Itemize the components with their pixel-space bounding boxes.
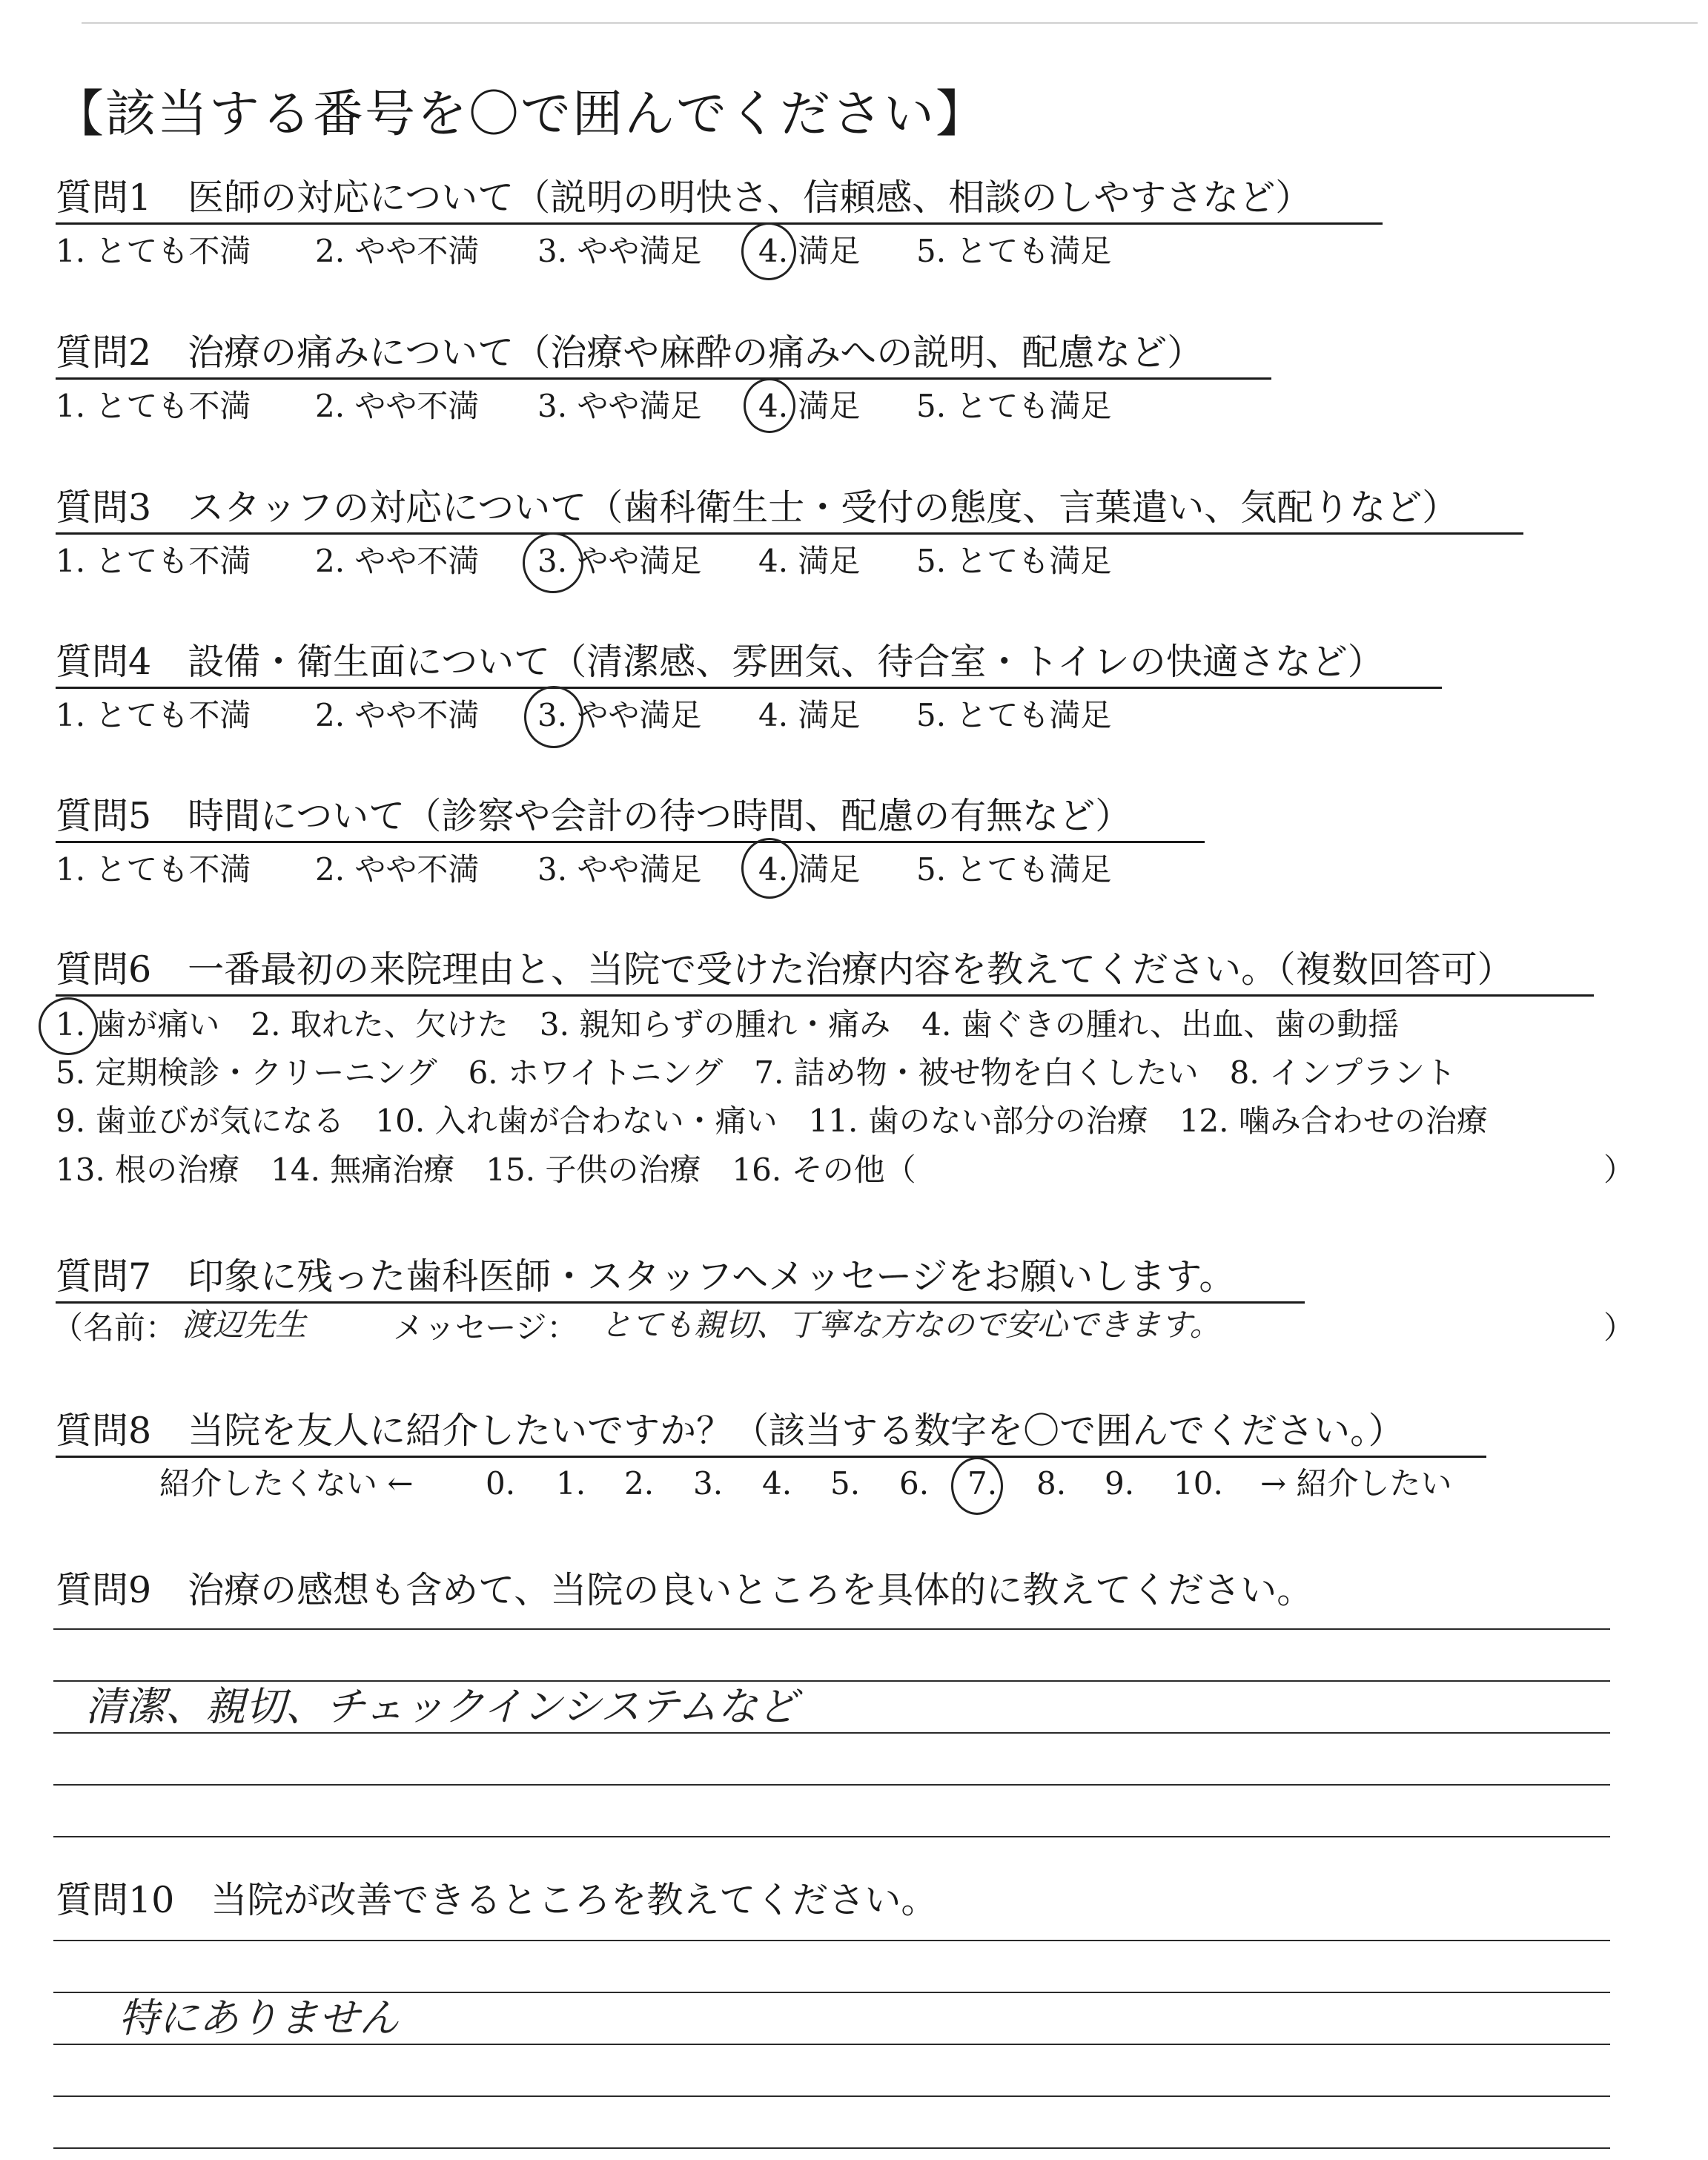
q5-option-4[interactable]: 4. 満足 bbox=[758, 851, 861, 888]
q7-message-label: メッセージ： bbox=[393, 1309, 578, 1346]
q1-title: 質問1 医師の対応について（説明の明快さ、信頼感、相談のしやすさなど） bbox=[56, 176, 1312, 219]
q1-option-5[interactable]: 5. とても満足 bbox=[916, 233, 1112, 269]
q8-underline bbox=[56, 1456, 1486, 1458]
q8-scale-8[interactable]: 8. bbox=[1036, 1465, 1067, 1502]
q10-answer-handwritten[interactable]: 特にありません bbox=[119, 1995, 399, 2041]
q3-option-2[interactable]: 2. やや不満 bbox=[315, 543, 480, 579]
q3-option-5[interactable]: 5. とても満足 bbox=[916, 543, 1112, 579]
q10-answer-line-5 bbox=[53, 2147, 1610, 2149]
q2-option-4[interactable]: 4. 満足 bbox=[758, 388, 861, 424]
q9-title: 質問9 治療の感想も含めて、当院の良いところを具体的に教えてください。 bbox=[56, 1569, 1314, 1611]
q8-left-label: 紹介したくない ← bbox=[159, 1465, 414, 1502]
q6-options-row-4[interactable]: 13. 根の治療 14. 無痛治療 15. 子供の治療 16. その他（ bbox=[56, 1152, 916, 1188]
q9-answer-handwritten[interactable]: 清潔、親切、チェックインシステムなど bbox=[85, 1683, 798, 1730]
q4-selected-circle bbox=[524, 686, 583, 748]
q8-right-label: → 紹介したい bbox=[1260, 1465, 1452, 1502]
q8-scale-6[interactable]: 6. bbox=[899, 1465, 930, 1502]
q4-option-2[interactable]: 2. やや不満 bbox=[315, 697, 480, 733]
q5-option-1[interactable]: 1. とても不満 bbox=[56, 851, 251, 888]
q8-scale-10[interactable]: 10. bbox=[1174, 1465, 1223, 1502]
q3-option-3[interactable]: 3. やや満足 bbox=[537, 543, 702, 579]
q5-selected-circle bbox=[741, 838, 798, 899]
q1-selected-circle bbox=[741, 222, 796, 280]
q8-scale-2[interactable]: 2. bbox=[624, 1465, 655, 1502]
q10-answer-line-2 bbox=[53, 1992, 1610, 1993]
q4-option-5[interactable]: 5. とても満足 bbox=[916, 697, 1112, 733]
q5-title: 質問5 時間について（診察や会計の待つ時間、配慮の有無など） bbox=[56, 795, 1132, 837]
q8-selected-circle bbox=[951, 1457, 1003, 1515]
q5-option-2[interactable]: 2. やや不満 bbox=[315, 851, 480, 888]
q10-answer-line-1 bbox=[53, 1940, 1610, 1941]
q6-other-close: ） bbox=[1603, 1152, 1635, 1188]
q4-underline bbox=[56, 687, 1442, 689]
q2-title: 質問2 治療の痛みについて（治療や麻酔の痛みへの説明、配慮など） bbox=[56, 331, 1204, 374]
q8-scale-5[interactable]: 5. bbox=[830, 1465, 861, 1502]
q10-answer-line-3 bbox=[53, 2044, 1610, 2045]
q10-answer-line-4 bbox=[53, 2095, 1610, 2097]
q6-options-row-1[interactable]: 1. 歯が痛い 2. 取れた、欠けた 3. 親知らずの腫れ・痛み 4. 歯ぐきの腫れ、出血、歯の動揺 bbox=[56, 1006, 1400, 1043]
q1-underline bbox=[56, 222, 1383, 225]
q2-underline bbox=[56, 377, 1271, 380]
q9-answer-line-5 bbox=[53, 1836, 1610, 1837]
q8-title: 質問8 当院を友人に紹介したいですか？（該当する数字を〇で囲んでください。） bbox=[56, 1410, 1405, 1452]
q7-message-handwritten[interactable]: とても親切、丁寧な方なので安心できます。 bbox=[600, 1307, 1221, 1343]
form-heading: 【該当する番号を〇で囲んでください】 bbox=[53, 85, 988, 144]
q9-answer-line-2 bbox=[53, 1680, 1610, 1682]
q1-option-1[interactable]: 1. とても不満 bbox=[56, 233, 251, 269]
q4-title: 質問4 設備・衛生面について（清潔感、雰囲気、待合室・トイレの快適さなど） bbox=[56, 641, 1384, 683]
q8-scale-7[interactable]: 7. bbox=[967, 1465, 998, 1502]
q6-underline bbox=[56, 994, 1594, 997]
q3-option-1[interactable]: 1. とても不満 bbox=[56, 543, 251, 579]
q1-option-2[interactable]: 2. やや不満 bbox=[315, 233, 480, 269]
q3-underline bbox=[56, 532, 1523, 535]
q5-option-3[interactable]: 3. やや満足 bbox=[537, 851, 702, 888]
q9-answer-line-4 bbox=[53, 1784, 1610, 1786]
q8-scale-0[interactable]: 0. bbox=[486, 1465, 516, 1502]
q7-name-label: （名前： bbox=[52, 1309, 177, 1346]
q6-title: 質問6 一番最初の来院理由と、当院で受けた治療内容を教えてください。（複数回答可） bbox=[56, 948, 1514, 991]
q7-close: ） bbox=[1603, 1309, 1635, 1346]
q2-selected-circle bbox=[744, 378, 795, 433]
q1-option-4[interactable]: 4. 満足 bbox=[758, 233, 861, 269]
q8-scale-4[interactable]: 4. bbox=[762, 1465, 792, 1502]
q8-scale-3[interactable]: 3. bbox=[693, 1465, 724, 1502]
q8-scale-1[interactable]: 1. bbox=[556, 1465, 586, 1502]
q9-answer-line-1 bbox=[53, 1628, 1610, 1630]
q6-selected-circle bbox=[39, 997, 98, 1055]
q4-option-3[interactable]: 3. やや満足 bbox=[537, 697, 702, 733]
q9-answer-line-3 bbox=[53, 1732, 1610, 1734]
q6-options-row-2[interactable]: 5. 定期検診・クリーニング 6. ホワイトニング 7. 詰め物・被せ物を白くしたい 8. インプラント bbox=[56, 1054, 1457, 1091]
q3-selected-circle bbox=[523, 532, 583, 593]
scan-top-edge bbox=[82, 22, 1698, 24]
q5-option-5[interactable]: 5. とても満足 bbox=[916, 851, 1112, 888]
q4-option-1[interactable]: 1. とても不満 bbox=[56, 697, 251, 733]
q2-option-1[interactable]: 1. とても不満 bbox=[56, 388, 251, 424]
q10-title: 質問10 当院が改善できるところを教えてください。 bbox=[56, 1879, 938, 1921]
q7-underline bbox=[56, 1301, 1305, 1304]
q4-option-4[interactable]: 4. 満足 bbox=[758, 697, 861, 733]
q6-options-row-3[interactable]: 9. 歯並びが気になる 10. 入れ歯が合わない・痛い 11. 歯のない部分の治療 12. 噛み合わせの治療 bbox=[56, 1103, 1488, 1139]
q2-option-3[interactable]: 3. やや満足 bbox=[537, 388, 702, 424]
q7-title: 質問7 印象に残った歯科医師・スタッフへメッセージをお願いします。 bbox=[56, 1255, 1236, 1298]
q3-option-4[interactable]: 4. 満足 bbox=[758, 543, 861, 579]
q2-option-5[interactable]: 5. とても満足 bbox=[916, 388, 1112, 424]
q5-underline bbox=[56, 841, 1205, 843]
q2-option-2[interactable]: 2. やや不満 bbox=[315, 388, 480, 424]
q3-title: 質問3 スタッフの対応について（歯科衛生士・受付の態度、言葉遣い、気配りなど） bbox=[56, 486, 1459, 529]
q1-option-3[interactable]: 3. やや満足 bbox=[537, 233, 702, 269]
q7-name-handwritten[interactable]: 渡辺先生 bbox=[182, 1307, 307, 1343]
q8-scale-9[interactable]: 9. bbox=[1105, 1465, 1135, 1502]
